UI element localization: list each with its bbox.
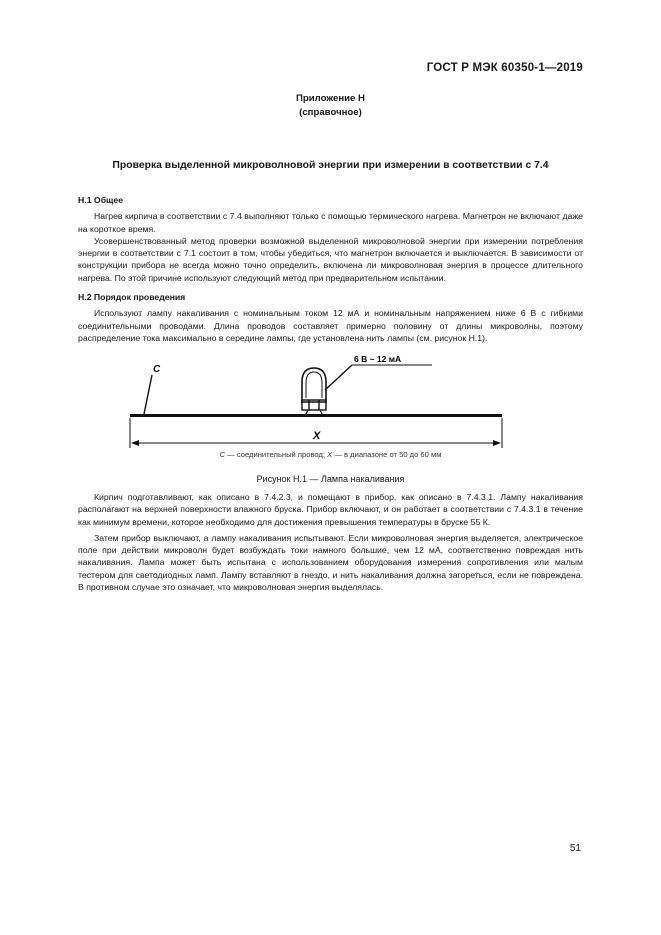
lamp-figure <box>120 350 520 455</box>
page-number: 51 <box>569 843 581 854</box>
paragraph: Нагрев кирпича в соответствии с 7.4 выполняют только с помощью термического нагрева. Магнетрон не включают даже на короткое время. <box>78 211 583 234</box>
label-c: C <box>153 364 161 375</box>
section-procedure-continued <box>78 491 583 593</box>
appendix-subtitle: (справочное) <box>299 107 362 118</box>
legend-symbol-x: X <box>327 450 333 459</box>
paragraph: Используют лампу накаливания с номинальным током 12 мА и номинальным напряжением ниже 6 В с гибкими соединительными проводами. Длина проводов составляет примерно половину от длины микроволны, поэтому распределение тока максимально в середине лампы, где установлена нить лампы (см. рисунок Н.1). <box>78 308 583 343</box>
document-standard-number: ГОСТ Р МЭК 60350-1—2019 <box>426 62 583 74</box>
section-heading: Н.2 Порядок проведения <box>78 292 186 302</box>
dimension-arrow-left <box>131 440 139 446</box>
legend-text: — соединительный провод; <box>225 450 328 459</box>
rating-leader <box>325 365 352 390</box>
appendix-heading <box>0 92 661 120</box>
figure-title: Рисунок Н.1 — Лампа накаливания <box>256 474 405 484</box>
paragraph: Затем прибор выключают, а лампу накаливания испытывают. Если микроволновая энергия выделяется, электрическое поле при действии микроволн будет возбуждать токи намного большие, чем 12 мА, соответственно повреждая нить накаливания. Лампа может быть испытана с использованием оборудования измерения сопротивления или малым тестером для светодиодных ламп. Лампу вставляют в гнездо, и нить накаливания должна загореться, если не повреждена. В противном случае это означает, что микроволновая энергия выделялась. <box>78 532 583 593</box>
legend-text: — в диапазоне от 50 до 60 мм <box>332 450 442 459</box>
section-heading: Н.1 Общее <box>78 195 124 205</box>
lamp-rating-label: 6 В ~ 12 мА <box>354 354 402 364</box>
label-x: X <box>313 430 321 442</box>
page-title: Проверка выделенной микроволновой энергии при измерении в соответствии с 7.4 <box>112 160 549 171</box>
paragraph: Кирпич подготавливают, как описано в 7.4.2.3, и помещают в прибор, как описано в 7.4.3.1. Лампу накаливания располагают на верхней поверхности влажного бруска. Прибор включают, и он работает в соответствии с 7.4.3.1 в течение как минимум времени, которое необходимо для достижения превышения температуры в бруске 55 К. <box>78 492 583 527</box>
incandescent-lamp-icon <box>302 368 326 414</box>
section-procedure <box>78 291 583 344</box>
appendix-title: Приложение Н <box>296 93 365 104</box>
figure-legend <box>0 450 661 459</box>
connecting-wire <box>130 414 502 417</box>
label-c-leader <box>144 375 152 414</box>
dimension-arrow-right <box>493 440 501 446</box>
paragraph: Усовершенствованный метод проверки возможной выделенной микроволновой энергии при измерении потребления энергии в соответствии с 7.1 состоит в том, чтобы убедиться, что магнетрон включается и выключается. В зависимости от конструкции прибора не всегда можно точно определить, включена ли микроволновая энергия в процессе длительного нагрева. По этой причине используют следующий метод при предварительном испытании. <box>78 235 583 283</box>
section-general <box>78 194 583 284</box>
legend-symbol-c: C <box>219 450 226 459</box>
